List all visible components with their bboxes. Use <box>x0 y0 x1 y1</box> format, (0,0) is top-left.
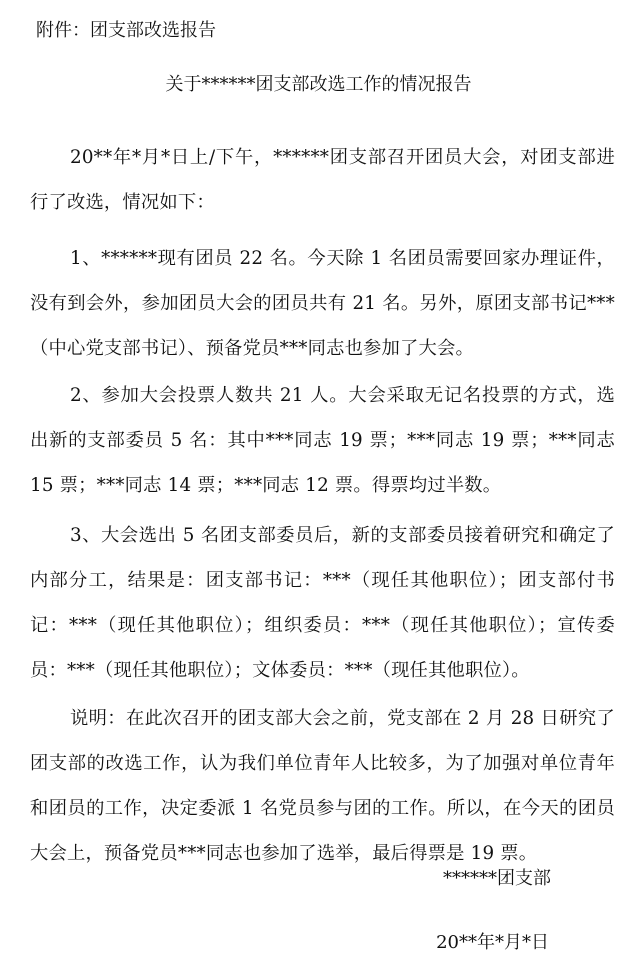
item-1-paragraph: 1、******现有团员 22 名。今天除 1 名团员需要回家办理证件，没有到会外，参加团员大会的团员共有 21 名。另外，原团支部书记***（中心党支部书记）、预备党员***同志也参加了大会。 <box>30 248 615 360</box>
item-2-paragraph: 2、参加大会投票人数共 21 人。大会采取无记名投票的方式，选出新的支部委员 5 名：其中***同志 19 票；***同志 19 票；***同志 15 票；***同志 14 票；***同志 12 票。得票均过半数。 <box>30 385 615 497</box>
attachment-label: 附件：团支部改选报告 <box>36 20 216 41</box>
intro-paragraph: 20**年*月*日上/下午，******团支部召开团员大会，对团支部进行了改选，情况如下： <box>30 147 615 214</box>
signature: ******团支部 <box>443 868 551 889</box>
document-title: 关于******团支部改选工作的情况报告 <box>165 74 472 95</box>
item-3-paragraph: 3、大会选出 5 名团支部委员后，新的支部委员接着研究和确定了内部分工，结果是：团支部书记：***（现任其他职位）；团支部付书记：***（现任其他职位）；组织委员：***（现任其他职位）；宣传委员：***（现任其他职位）；文体委员：***（现任其他职位）。 <box>30 525 615 682</box>
signature-date: 20**年*月*日 <box>436 932 549 953</box>
note-paragraph: 说明：在此次召开的团支部大会之前，党支部在 2 月 28 日研究了团支部的改选工作，认为我们单位青年人比较多，为了加强对单位青年和团员的工作，决定委派 1 名党员参与团的工作。所以，在今天的团员大会上，预备党员***同志也参加了选举，最后得票是 19 票。 <box>30 708 615 865</box>
